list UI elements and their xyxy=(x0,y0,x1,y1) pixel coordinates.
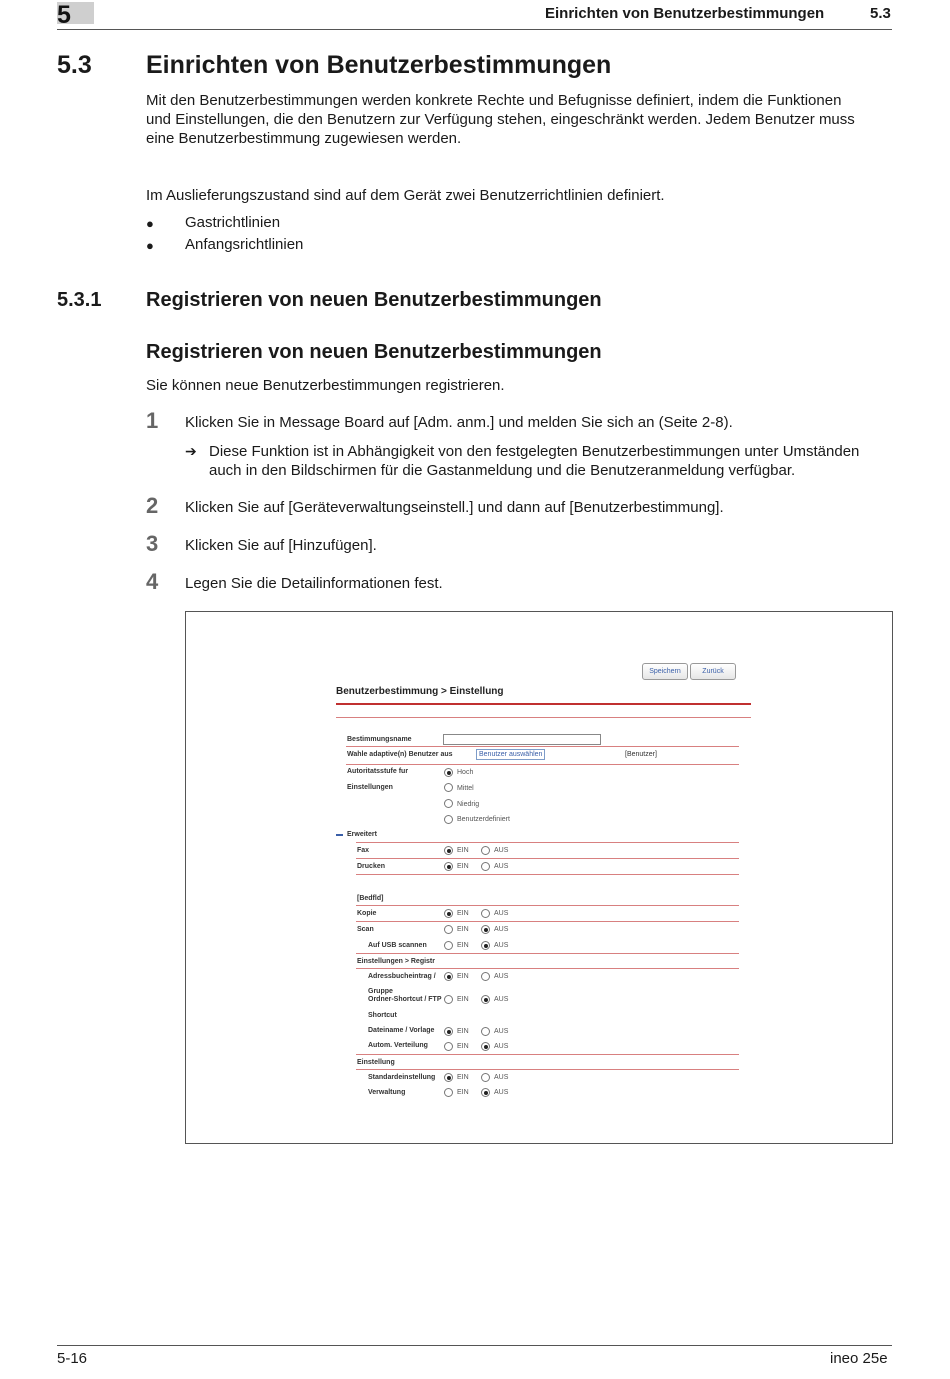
step-text: Legen Sie die Detailinformationen fest. xyxy=(185,575,443,592)
management-off-radio[interactable] xyxy=(481,1088,490,1097)
row-divider xyxy=(356,1069,739,1070)
row-divider xyxy=(346,764,739,765)
on-label: EIN xyxy=(457,1043,469,1050)
header-divider xyxy=(57,29,892,30)
level-medium-radio[interactable] xyxy=(444,783,453,792)
on-label: EIN xyxy=(457,847,469,854)
section-number: 5.3 xyxy=(57,51,92,79)
fax-off-radio[interactable] xyxy=(481,846,490,855)
off-label: AUS xyxy=(494,1043,509,1050)
management-on-radio[interactable] xyxy=(444,1088,453,1097)
scan-off-radio[interactable] xyxy=(481,925,490,934)
step-number: 1 xyxy=(146,408,159,433)
row-divider xyxy=(336,717,751,718)
level-medium-label: Mittel xyxy=(457,785,474,792)
off-label: AUS xyxy=(494,942,509,949)
print-on-radio[interactable] xyxy=(444,862,453,871)
on-label: EIN xyxy=(457,973,469,980)
step-number: 2 xyxy=(146,493,159,518)
bullet-dot: ● xyxy=(146,238,154,253)
off-label: AUS xyxy=(494,847,509,854)
file-template-label: Dateiname / Vorlage xyxy=(368,1027,435,1034)
step-number: 4 xyxy=(146,569,159,594)
settings-screenshot xyxy=(185,611,893,1144)
subsection-number: 5.3.1 xyxy=(57,289,102,311)
level-low-label: Niedrig xyxy=(457,801,480,808)
copy-off-radio[interactable] xyxy=(481,909,490,918)
settings-register-label: Einstellungen > Registr xyxy=(357,958,435,965)
bullet-item: Anfangsrichtlinien xyxy=(185,236,304,253)
collapse-icon[interactable] xyxy=(336,834,343,836)
level-high-radio[interactable] xyxy=(444,768,453,777)
usb-scan-off-radio[interactable] xyxy=(481,941,490,950)
running-header-section: 5.3 xyxy=(870,5,891,22)
select-users-button[interactable]: Benutzer auswählen xyxy=(476,749,545,760)
fax-on-radio[interactable] xyxy=(444,846,453,855)
group-label: Gruppe xyxy=(368,988,393,995)
usb-scan-on-radio[interactable] xyxy=(444,941,453,950)
usb-scan-label: Auf USB scannen xyxy=(368,942,427,949)
section-title: Einrichten von Benutzerbestimmungen xyxy=(146,51,612,79)
product-name: ineo 25e xyxy=(830,1350,888,1367)
off-label: AUS xyxy=(494,1074,509,1081)
policy-name-label: Bestimmungsname xyxy=(347,736,412,743)
select-users-label: Wahle adaptive(n) Benutzer aus xyxy=(347,751,453,758)
row-divider xyxy=(356,953,739,954)
group-off-radio[interactable] xyxy=(481,995,490,1004)
panel-label: [Bedfld] xyxy=(357,895,384,902)
back-button[interactable]: Zurück xyxy=(690,663,736,680)
standard-setting-off-radio[interactable] xyxy=(481,1073,490,1082)
off-label: AUS xyxy=(494,910,509,917)
off-label: AUS xyxy=(494,863,509,870)
row-divider xyxy=(356,858,739,859)
auto-distribution-on-radio[interactable] xyxy=(444,1042,453,1051)
level-custom-radio[interactable] xyxy=(444,815,453,824)
copy-label: Kopie xyxy=(357,910,377,917)
note-line-2: auch in den Bildschirmen für die Gastanmeldung und die Benutzeranmeldung verfügbar. xyxy=(209,462,796,479)
on-label: EIN xyxy=(457,996,469,1003)
save-button[interactable]: Speichern xyxy=(642,663,688,680)
step-text: Klicken Sie in Message Board auf [Adm. anm.] und melden Sie sich an (Seite 2-8). xyxy=(185,414,733,431)
off-label: AUS xyxy=(494,1028,509,1035)
print-label: Drucken xyxy=(357,863,386,870)
procedure-intro: Sie können neue Benutzerbestimmungen registrieren. xyxy=(146,377,505,394)
on-label: EIN xyxy=(457,1074,469,1081)
default-policies-text: Im Auslieferungszustand sind auf dem Gerät zwei Benutzerrichtlinien definiert. xyxy=(146,187,665,204)
note-line-1: Diese Funktion ist in Abhängigkeit von den festgelegten Benutzerbestimmungen unter Umständen xyxy=(209,443,860,460)
step-text: Klicken Sie auf [Geräteverwaltungseinstell.] und dann auf [Benutzerbestimmung]. xyxy=(185,499,724,516)
intro-line-1: Mit den Benutzerbestimmungen werden konkrete Rechte und Befugnisse definiert, indem die Funktionen xyxy=(146,92,842,109)
row-divider xyxy=(356,1054,739,1055)
level-high-label: Hoch xyxy=(457,769,474,776)
footer-divider xyxy=(57,1345,892,1346)
bullet-item: Gastrichtlinien xyxy=(185,214,281,231)
folder-shortcut-label: Ordner-Shortcut / FTP xyxy=(368,996,442,1003)
print-off-radio[interactable] xyxy=(481,862,490,871)
auto-distribution-label: Autom. Verteilung xyxy=(368,1042,428,1049)
step-number: 3 xyxy=(146,531,159,556)
shortcut-label: Shortcut xyxy=(368,1012,397,1019)
row-divider xyxy=(356,905,739,906)
on-label: EIN xyxy=(457,926,469,933)
row-divider xyxy=(356,921,739,922)
on-label: EIN xyxy=(457,1089,469,1096)
row-divider xyxy=(356,874,739,875)
management-label: Verwaltung xyxy=(368,1089,406,1096)
off-label: AUS xyxy=(494,973,509,980)
on-label: EIN xyxy=(457,910,469,917)
page-number: 5-16 xyxy=(57,1350,88,1367)
row-divider xyxy=(356,842,739,843)
address-book-on-radio[interactable] xyxy=(444,972,453,981)
fax-label: Fax xyxy=(357,847,370,854)
on-label: EIN xyxy=(457,1028,469,1035)
on-label: EIN xyxy=(457,942,469,949)
group-on-radio[interactable] xyxy=(444,995,453,1004)
chapter-number: 5 xyxy=(57,1,71,29)
step-text: Klicken Sie auf [Hinzufügen]. xyxy=(185,537,377,554)
users-value: [Benutzer] xyxy=(625,751,657,758)
row-divider xyxy=(356,968,739,969)
bullet-dot: ● xyxy=(146,216,154,231)
scan-label: Scan xyxy=(357,926,374,933)
file-template-off-radio[interactable] xyxy=(481,1027,490,1036)
standard-setting-label: Standardeinstellung xyxy=(368,1074,436,1081)
intro-line-2: und Einstellungen, die den Benutzern zur Verfügung stehen, eingeschränkt werden. Jedem Benutzer muss xyxy=(146,111,855,128)
level-custom-label: Benutzerdefiniert xyxy=(457,816,510,823)
procedure-heading: Registrieren von neuen Benutzerbestimmungen xyxy=(146,341,602,363)
copy-on-radio[interactable] xyxy=(444,909,453,918)
row-divider xyxy=(346,746,739,747)
off-label: AUS xyxy=(494,996,509,1003)
file-template-on-radio[interactable] xyxy=(444,1027,453,1036)
expanded-label: Erweitert xyxy=(347,831,377,838)
title-divider xyxy=(336,703,751,705)
note-arrow-icon: ➔ xyxy=(185,443,197,459)
address-book-off-radio[interactable] xyxy=(481,972,490,981)
policy-name-input[interactable] xyxy=(443,734,601,745)
running-header-title: Einrichten von Benutzerbestimmungen xyxy=(545,5,825,22)
scan-on-radio[interactable] xyxy=(444,925,453,934)
authority-label: Autoritatsstufe fur xyxy=(347,768,409,775)
off-label: AUS xyxy=(494,1089,509,1096)
standard-setting-on-radio[interactable] xyxy=(444,1073,453,1082)
intro-line-3: eine Benutzerbestimmung zugewiesen werden. xyxy=(146,130,462,147)
setting-label: Einstellung xyxy=(357,1059,395,1066)
off-label: AUS xyxy=(494,926,509,933)
level-low-radio[interactable] xyxy=(444,799,453,808)
settings-label: Einstellungen xyxy=(347,784,393,791)
subsection-title: Registrieren von neuen Benutzerbestimmungen xyxy=(146,289,602,311)
on-label: EIN xyxy=(457,863,469,870)
auto-distribution-off-radio[interactable] xyxy=(481,1042,490,1051)
screen-title: Benutzerbestimmung > Einstellung xyxy=(336,686,504,697)
address-book-label: Adressbucheintrag / xyxy=(368,973,436,980)
